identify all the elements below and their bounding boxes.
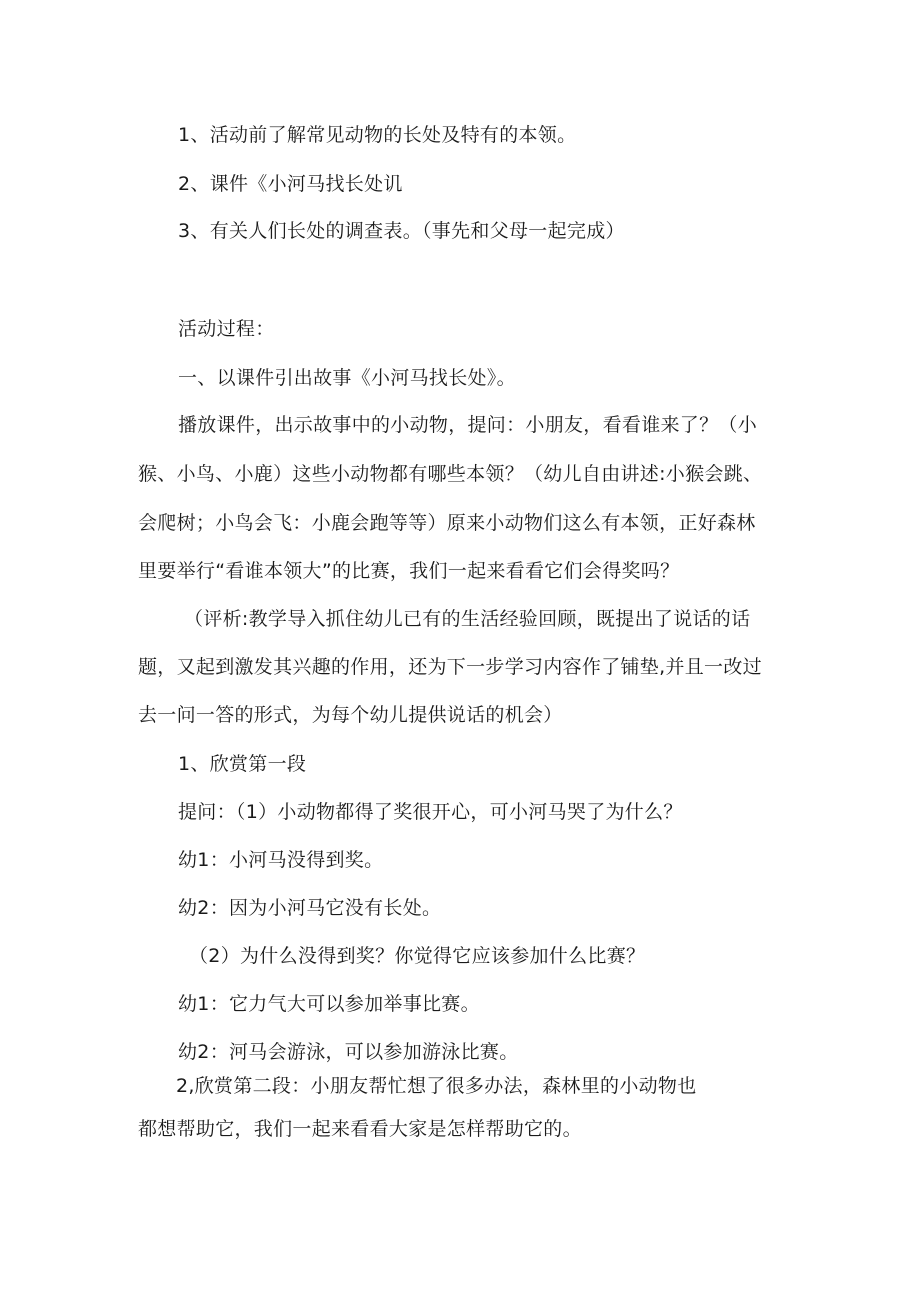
comment-line: （评析:教学导入抓住幼儿已有的生活经验回顾，既提出了说话的话 [184, 608, 751, 630]
question-line: 提问：（1）小动物都得了奖很开心，可小河马哭了为什么？ [178, 801, 683, 823]
paragraph-line: 里要举行“看谁本领大”的比赛，我们一起来看看它们会得奖吗？ [138, 560, 680, 582]
prep-item-2: 2、课件《小河马找长处讥 [178, 173, 403, 195]
prep-item-1: 1、活动前了解常见动物的长处及特有的本领。 [178, 124, 577, 146]
paragraph-line: 猴、小鸟、小鹿）这些小动物都有哪些本领？（幼儿自由讲述:小猴会跳、 [138, 463, 763, 485]
paragraph-line: 播放课件，出示故事中的小动物，提问：小朋友，看看谁来了？（小 [178, 414, 758, 436]
comment-line: 题，又起到激发其兴趣的作用，还为下一步学习内容作了铺垫,并且一改过 [138, 656, 762, 678]
answer-line: 幼2：因为小河马它没有长处。 [178, 897, 442, 919]
section-heading-process: 活动过程： [178, 318, 275, 340]
answer-line: 幼1：它力气大可以参加举事比赛。 [178, 993, 480, 1015]
comment-line: 去一问一答的形式，为每个幼儿提供说话的机会） [138, 704, 563, 726]
paragraph-line: 会爬树；小鸟会飞：小鹿会跑等等）原来小动物们这么有本领，正好森林 [138, 512, 756, 534]
paragraph-line: 都想帮助它，我们一起来看看大家是怎样帮助它的。 [138, 1118, 582, 1140]
question-line: （2）为什么没得到奖？你觉得它应该参加什么比赛？ [189, 945, 646, 967]
prep-item-3: 3、有关人们长处的调查表。（事先和父母一起完成） [178, 220, 625, 242]
sub-heading-1: 1、欣赏第一段 [178, 753, 307, 775]
answer-line: 幼2：河马会游泳，可以参加游泳比赛。 [178, 1041, 519, 1063]
sub-heading-2: 2,欣赏第二段：小朋友帮忙想了很多办法，森林里的小动物也 [176, 1075, 697, 1097]
answer-line: 幼1：小河马没得到奖。 [178, 849, 384, 871]
step-heading-1: 一、以课件引出故事《小河马找长处》。 [178, 367, 516, 389]
